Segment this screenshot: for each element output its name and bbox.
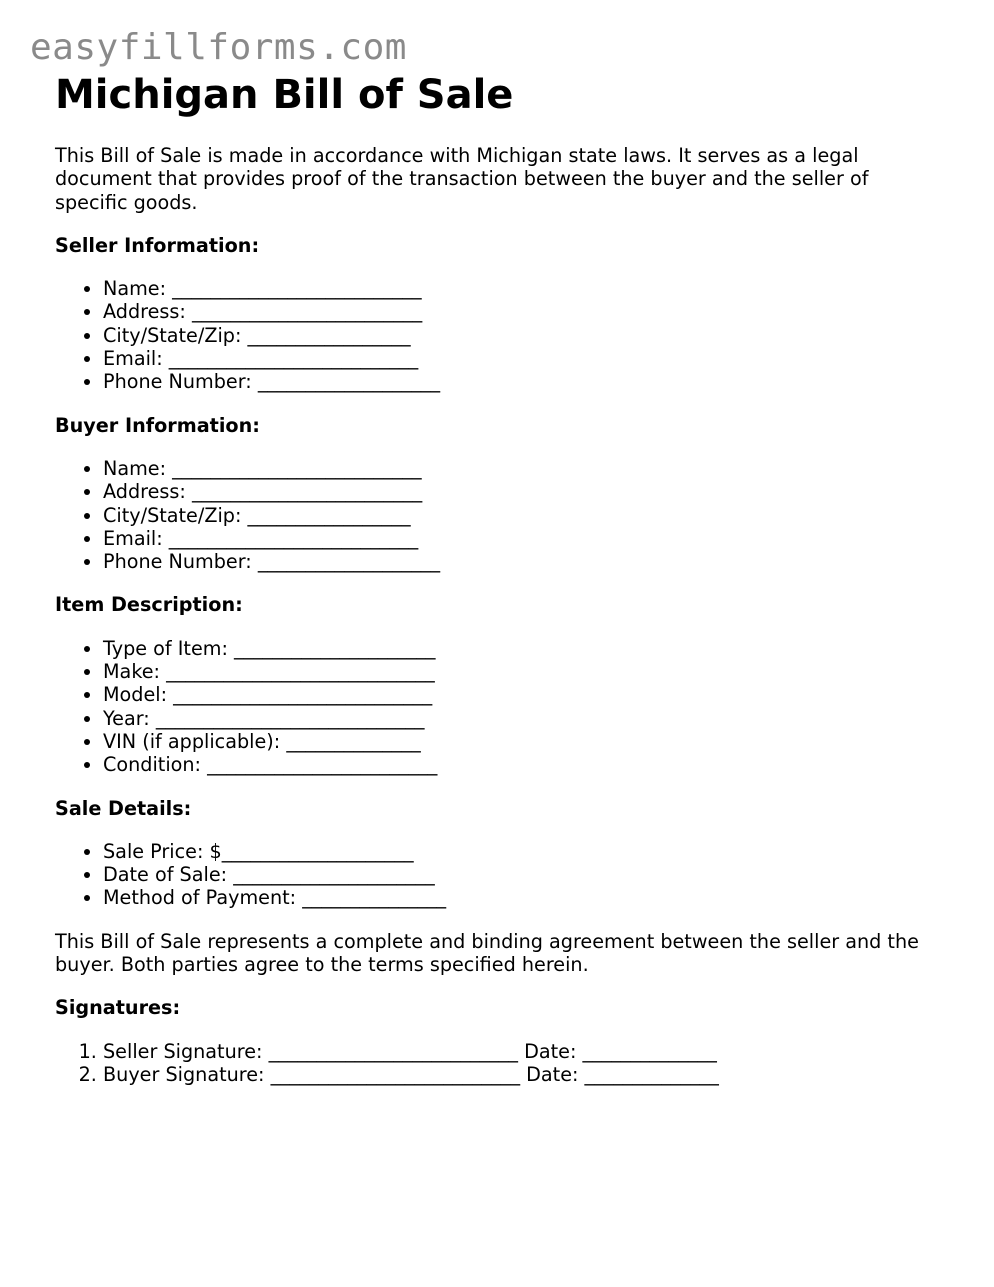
site-watermark: easyfillforms.com	[30, 27, 407, 68]
item-type-field[interactable]: • Type of Item: _____________________	[103, 637, 945, 660]
sale-date-field[interactable]: • Date of Sale: _____________________	[103, 863, 945, 886]
item-fields-list	[55, 637, 945, 777]
item-make-field[interactable]: • Make: ____________________________	[103, 660, 945, 683]
buyer-section-heading: Buyer Information:	[55, 413, 260, 437]
document-title: Michigan Bill of Sale	[55, 72, 514, 118]
seller-address-field[interactable]: • Address: ________________________	[103, 300, 945, 323]
seller-section-heading: Seller Information:	[55, 233, 260, 257]
buyer-signature-field[interactable]: 2. Buyer Signature: __________________________ Date: ______________	[103, 1063, 945, 1086]
buyer-phone-field[interactable]: • Phone Number: ___________________	[103, 550, 945, 573]
signatures-list	[55, 1040, 945, 1087]
sale-price-field[interactable]: • Sale Price: $____________________	[103, 840, 945, 863]
buyer-address-field[interactable]: • Address: ________________________	[103, 480, 945, 503]
sale-section-heading: Sale Details:	[55, 796, 192, 820]
seller-email-field[interactable]: • Email: __________________________	[103, 347, 945, 370]
sale-fields-list	[55, 840, 945, 910]
seller-city-state-zip-field[interactable]: • City/State/Zip: _________________	[103, 324, 945, 347]
payment-method-field[interactable]: • Method of Payment: _______________	[103, 886, 945, 909]
item-condition-field[interactable]: • Condition: ________________________	[103, 753, 945, 776]
buyer-fields-list	[55, 457, 945, 573]
item-model-field[interactable]: • Model: ___________________________	[103, 683, 945, 706]
seller-fields-list	[55, 277, 945, 393]
signatures-section-heading: Signatures:	[55, 996, 181, 1020]
item-year-field[interactable]: • Year: ____________________________	[103, 707, 945, 730]
item-section-heading: Item Description:	[55, 593, 243, 617]
seller-name-field[interactable]: • Name: __________________________	[103, 277, 945, 300]
document-page	[55, 72, 945, 1086]
buyer-name-field[interactable]: • Name: __________________________	[103, 457, 945, 480]
seller-signature-field[interactable]: 1. Seller Signature: __________________________ Date: ______________	[103, 1040, 945, 1063]
seller-phone-field[interactable]: • Phone Number: ___________________	[103, 370, 945, 393]
buyer-city-state-zip-field[interactable]: • City/State/Zip: _________________	[103, 504, 945, 527]
buyer-email-field[interactable]: • Email: __________________________	[103, 527, 945, 550]
item-vin-field[interactable]: • VIN (if applicable): ______________	[103, 730, 945, 753]
intro-paragraph: This Bill of Sale is made in accordance with Michigan state laws. It serves as a legal document that provides proof of the transaction between the buyer and the seller of specific goods.	[55, 144, 869, 214]
closing-paragraph: This Bill of Sale represents a complete and binding agreement between the seller and the buyer. Both parties agree to the terms specified herein.	[55, 929, 919, 977]
